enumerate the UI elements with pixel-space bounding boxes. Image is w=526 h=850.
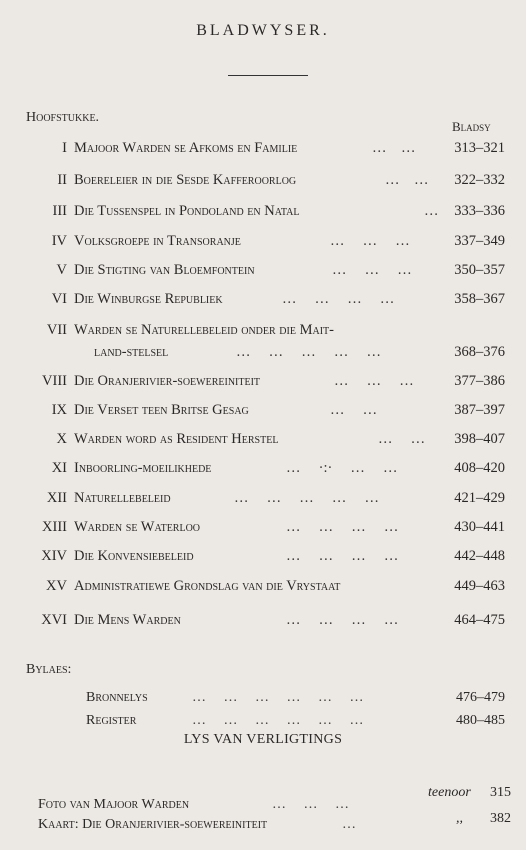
chapter-title: Die Oranjerivier-soewereiniteit	[74, 373, 261, 389]
leader-dots: … … … … …	[236, 344, 381, 360]
leader-dots: …	[424, 203, 439, 219]
chapter-title: Die Stigting van Bloemfontein	[74, 262, 255, 278]
chapter-title-continued: land-stelsel	[94, 344, 169, 360]
chapter-number: XIV	[41, 548, 67, 564]
chapter-pages: 449–463	[454, 578, 505, 594]
chapter-entry	[0, 200, 526, 222]
appendix-label: Register	[86, 713, 137, 728]
leader-dots: …	[342, 817, 356, 832]
chapter-pages: 333–336	[454, 203, 505, 219]
illustration-page: 315	[490, 785, 511, 800]
chapter-entry	[0, 288, 526, 310]
leader-dots: … … …	[334, 373, 414, 389]
chapter-pages: 350–357	[454, 262, 505, 278]
chapter-number: V	[56, 262, 67, 278]
chapter-title: Warden word as Resident Herstel	[74, 431, 279, 447]
chapter-number: XI	[51, 460, 67, 476]
appendix-entry	[0, 710, 526, 732]
chapter-title: Die Mens Warden	[74, 612, 181, 628]
chapter-entry	[0, 370, 526, 392]
chapter-title: Warden se Waterloo	[74, 519, 201, 535]
illustrations-heading: LYS VAN VERLIGTINGS	[183, 732, 343, 747]
leader-dots: … … …	[330, 233, 410, 249]
leader-dots: … …	[385, 172, 429, 188]
leader-dots: … ·:· … …	[286, 460, 398, 476]
chapter-pages: 337–349	[454, 233, 505, 249]
illustration-label: Foto van Majoor Warden	[38, 797, 190, 812]
chapter-title: Die Verset teen Britse Gesag	[74, 402, 249, 418]
appendices-heading: Bylaes:	[26, 662, 72, 677]
chapter-entry	[0, 169, 526, 191]
chapter-entry	[0, 259, 526, 281]
appendix-label: Bronnelys	[86, 690, 148, 705]
leader-dots: … … … … …	[234, 490, 379, 506]
chapter-number: XIII	[42, 519, 67, 535]
appendix-pages: 480–485	[456, 713, 505, 728]
leader-dots: … … … …	[286, 519, 399, 535]
chapter-title: Die Tussenspel in Pondoland en Natal	[74, 203, 300, 219]
chapter-pages: 430–441	[454, 519, 505, 535]
chapter-number: III	[52, 203, 67, 219]
chapter-pages: 387–397	[454, 402, 505, 418]
chapter-pages: 408–420	[454, 460, 505, 476]
leader-dots: … … … … … …	[192, 690, 364, 705]
page-title: BLADWYSER.	[196, 22, 330, 39]
chapter-title: Volksgroepe in Transoranje	[74, 233, 241, 249]
chapter-pages: 377–386	[454, 373, 505, 389]
chapter-title: Die Winburgse Republiek	[74, 291, 223, 307]
chapter-pages: 421–429	[454, 490, 505, 506]
appendix-entry	[0, 687, 526, 709]
chapter-entry	[0, 230, 526, 252]
leader-dots: … …	[378, 431, 426, 447]
chapter-number: IX	[51, 402, 67, 418]
chapter-title: Warden se Naturellebeleid onder die Mait-	[74, 322, 334, 338]
chapter-title: Naturellebeleid	[74, 490, 171, 506]
chapter-entry	[0, 609, 526, 631]
illustration-page: 382	[490, 811, 511, 826]
leader-dots: … … …	[332, 262, 412, 278]
chapter-title: Die Konvensiebeleid	[74, 548, 194, 564]
chapter-number: XVI	[41, 612, 67, 628]
chapter-entry	[0, 137, 526, 159]
chapter-pages: 442–448	[454, 548, 505, 564]
chapter-title: Inboorling-moeilikhede	[74, 460, 212, 476]
chapter-number: X	[56, 431, 67, 447]
leader-dots: … … … … … …	[192, 713, 364, 728]
illustration-prefix: teenoor	[428, 785, 471, 800]
chapter-entry	[0, 428, 526, 450]
illustration-label: Kaart: Die Oranjerivier-soewereiniteit	[38, 817, 268, 832]
chapter-number: I	[62, 140, 67, 156]
chapter-title: Majoor Warden se Afkoms en Familie	[74, 140, 298, 156]
chapter-number: VIII	[42, 373, 67, 389]
chapter-entry	[0, 457, 526, 479]
chapter-number: XII	[46, 490, 67, 506]
chapter-number: II	[57, 172, 67, 188]
illustration-entry	[0, 785, 526, 815]
leader-dots: … … … …	[286, 612, 399, 628]
illustration-prefix: ,,	[456, 811, 463, 826]
leader-dots: … … …	[272, 797, 349, 812]
leader-dots: … … … …	[286, 548, 399, 564]
leader-dots: … … … …	[282, 291, 395, 307]
chapter-pages: 398–407	[454, 431, 505, 447]
chapter-pages: 322–332	[454, 172, 505, 188]
chapter-pages: 313–321	[454, 140, 505, 156]
chapter-title: Boereleier in die Sesde Kafferoorlog	[74, 172, 297, 188]
appendix-pages: 476–479	[456, 690, 505, 705]
chapter-number: XV	[46, 578, 67, 594]
chapter-number: VII	[46, 322, 67, 338]
leader-dots: … …	[372, 140, 416, 156]
chapter-entry-continued	[0, 341, 526, 363]
chapter-entry	[0, 516, 526, 538]
chapter-pages: 358–367	[454, 291, 505, 307]
leader-dots: … …	[330, 402, 378, 418]
pages-heading: Bladsy	[452, 119, 491, 134]
title-rule	[228, 75, 308, 76]
chapter-pages: 368–376	[454, 344, 505, 360]
chapter-title: Administratiewe Grondslag van die Vrystaat	[74, 578, 341, 594]
chapter-entry	[0, 545, 526, 567]
chapters-heading: Hoofstukke.	[26, 110, 100, 125]
chapter-entry	[0, 487, 526, 509]
chapter-entry	[0, 399, 526, 421]
chapter-entry	[0, 575, 526, 597]
chapter-number: IV	[51, 233, 67, 249]
illustration-entry	[0, 811, 526, 835]
chapter-entry	[0, 319, 526, 341]
chapter-pages: 464–475	[454, 612, 505, 628]
chapter-number: VI	[51, 291, 67, 307]
